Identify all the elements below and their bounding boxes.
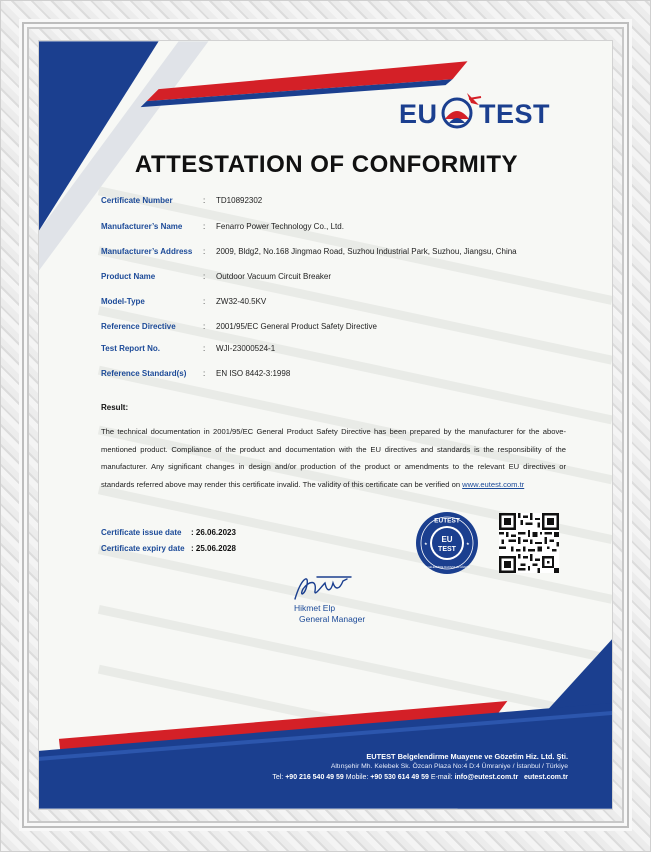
field-value: 2001/95/EC General Product Safety Directive [216,322,377,331]
footer-address: Altınşehir Mh. Kelebek Sk. Özcan Plaza No:4 D:4 Ümraniye / İstanbul / Türkiye [330,763,568,770]
seal-star-left: ★ [424,541,428,546]
field-colon: : [203,322,206,331]
certificate-title: ATTESTATION OF CONFORMITY [134,151,519,178]
field-value: EN ISO 8442-3:1998 [216,369,291,378]
logo-emblem-icon [435,89,485,133]
tel-number: +90 216 540 49 59 [285,774,344,781]
website: eutest.com.tr [524,774,568,781]
field-label: Certificate Number [101,196,173,205]
field-value: Fenarro Power Technology Co., Ltd. [216,222,344,231]
field-label: Reference Directive [101,322,176,331]
verification-link[interactable]: www.eutest.com.tr [462,479,525,489]
issue-date-label: Certificate issue date [101,528,182,537]
field-value: 2009, Bldg2, No.168 Jingmao Road, Suzhou Industrial Park, Suzhou, Jiangsu, China [216,247,517,256]
field-value: ZW32-40.5KV [216,297,267,306]
result-text [101,423,566,493]
field-value: WJI-23000524-1 [216,344,276,353]
field-colon: : [203,369,206,378]
field-label: Model-Type [101,297,145,306]
seal-center-bottom: TEST [438,546,456,553]
email-address: info@eutest.com.tr [454,774,519,781]
field-colon: : [203,272,206,281]
eutest-seal [415,511,479,575]
field-colon: : [203,297,206,306]
field-colon: : [203,344,206,353]
issue-date-row [101,528,236,537]
tel-label: Tel: [272,774,284,781]
issue-date-value: : 26.06.2023 [191,528,236,537]
seal-top-text: EUTEST [434,517,460,525]
logo-text-eu: EU [399,99,438,129]
seal-ring-text: BELGELENDİRME MUAYENE VE GÖZETİM [423,567,471,569]
field-colon: : [203,222,206,231]
seal-center-top: EU [441,535,453,544]
result-label: Result: [101,403,129,412]
certificate-paper [38,40,613,810]
field-value: Outdoor Vacuum Circuit Breaker [216,272,332,281]
email-label: E-mail: [430,774,453,781]
verification-qr-code[interactable] [499,513,559,573]
seal-star-right: ★ [466,541,470,546]
expiry-date-label: Certificate expiry date [101,544,185,553]
signer-title: General Manager [299,614,366,624]
field-colon: : [203,247,206,256]
field-colon: : [203,196,206,205]
field-label: Manufacturer’s Address [101,247,193,256]
footer-contact [272,774,568,781]
logo-text-test: TEST [479,99,551,129]
footer-company: EUTEST Belgelendirme Muayene ve Gözetim Hiz. Ltd. Şti. [366,752,568,761]
field-label: Product Name [101,272,156,281]
field-label: Test Report No. [101,344,160,353]
expiry-date-value: : 25.06.2028 [191,544,236,553]
field-label: Reference Standard(s) [101,369,187,378]
signer-name: Hikmet Elp [294,603,336,613]
result-body: The technical documentation in 2001/95/EC General Product Safety Directive has been prepared by the manufacturer for the above-mentioned product. Compliance of the product and documentation with the EU directives and standards is the responsibility of the manufacturer. Any significant changes in design and/or production of the product or amendments to the relevant EU directives or standards referred above may render this certificate invalid. The validity of this certificate can be verified on [101,427,566,489]
mobile-number: +90 530 614 49 59 [370,774,429,781]
field-value: TD10892302 [216,196,263,205]
field-label: Manufacturer’s Name [101,222,183,231]
mobile-label: Mobile: [345,774,369,781]
eutest-logo [399,89,559,135]
expiry-date-row [101,544,236,553]
